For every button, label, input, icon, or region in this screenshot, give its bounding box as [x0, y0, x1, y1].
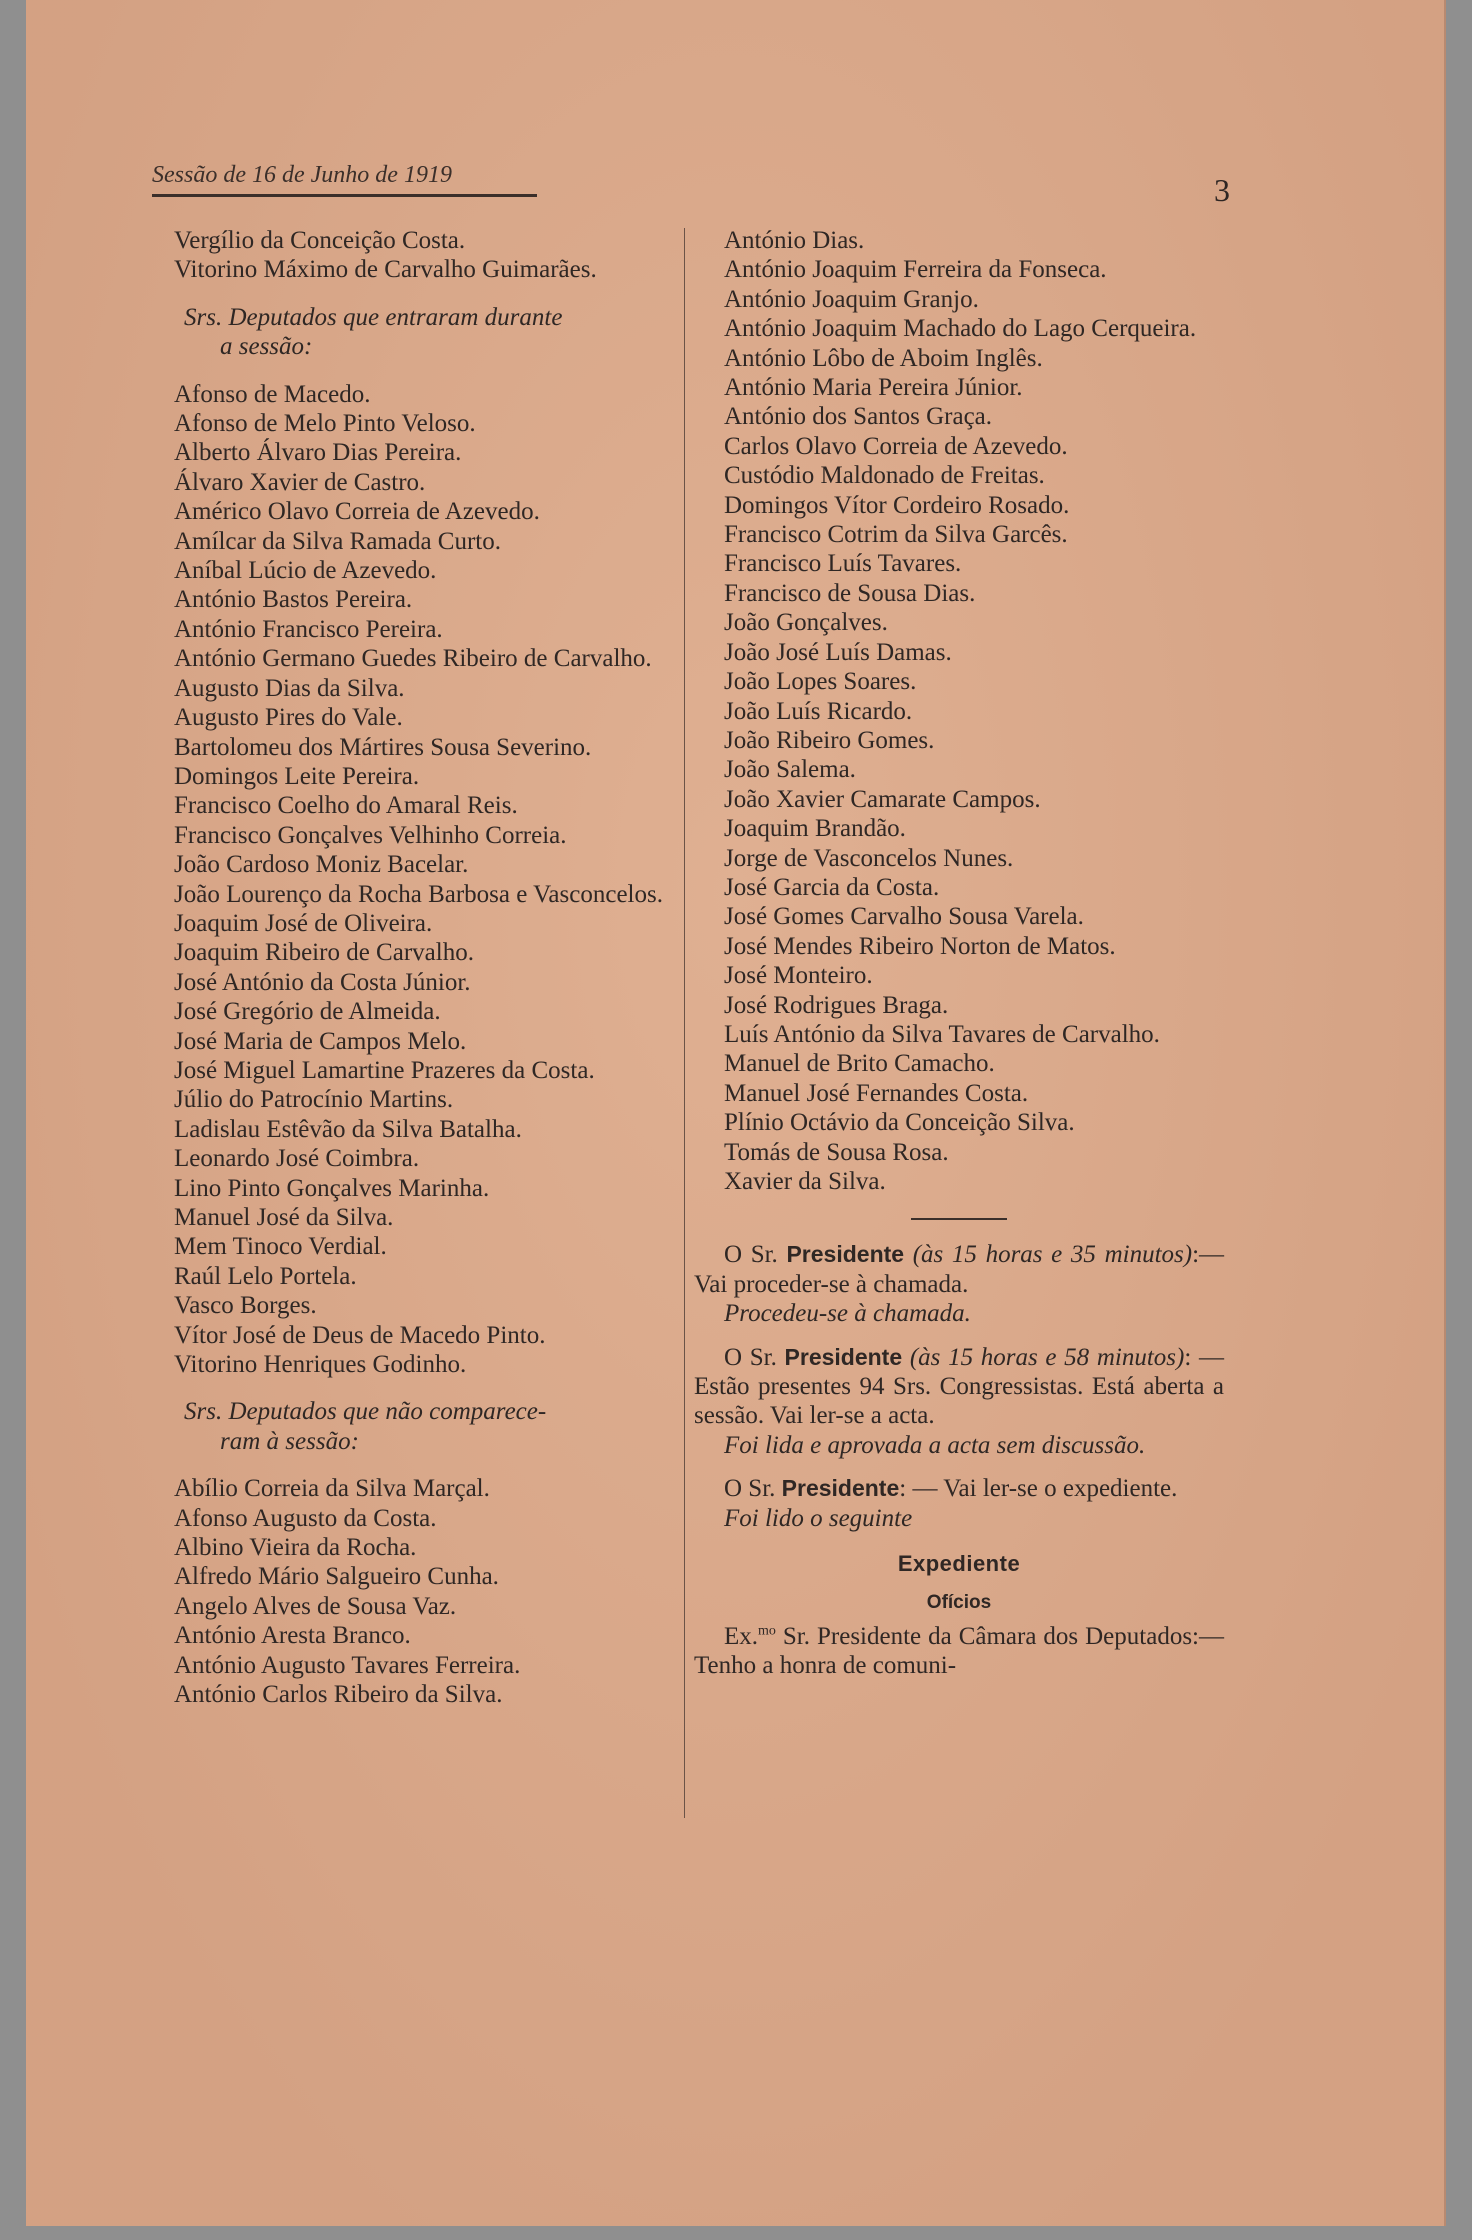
procedure-note: Foi lido o seguinte	[724, 1504, 913, 1532]
present-list-tail	[144, 226, 670, 285]
name-entry: António Aresta Branco.	[174, 1622, 411, 1650]
name-entry: Manuel José Fernandes Costa.	[724, 1079, 1029, 1107]
running-title: Sessão de 16 de Junho de 1919	[152, 162, 452, 188]
name-entry: Tomás de Sousa Rosa.	[724, 1138, 949, 1166]
absent-list-cont	[694, 226, 1224, 1196]
name-entry: Francisco Coelho do Amaral Reis.	[174, 792, 518, 820]
section-title: Expediente	[897, 1551, 1021, 1577]
name-entry: José Rodrigues Braga.	[724, 991, 949, 1019]
name-entry: António Germano Guedes Ribeiro de Carvalho.	[174, 645, 652, 673]
name-entry: António Lôbo de Aboim Inglês.	[724, 344, 1043, 372]
name-entry: Afonso de Macedo.	[174, 380, 371, 408]
letter-opening	[694, 1622, 1224, 1681]
name-entry: Augusto Dias da Silva.	[174, 674, 405, 702]
name-entry: Luís António da Silva Tavares de Carvalho.	[724, 1020, 1160, 1048]
subhead-line: Srs. Deputados que entraram durante	[184, 303, 563, 331]
name-entry: Ladislau Estêvão da Silva Batalha.	[174, 1115, 522, 1143]
name-entry: Vítor José de Deus de Macedo Pinto.	[174, 1321, 546, 1349]
name-entry: José Monteiro.	[724, 962, 873, 990]
name-entry: Francisco Gonçalves Velhinho Correia.	[174, 821, 567, 849]
name-entry: António Augusto Tavares Ferreira.	[174, 1651, 521, 1679]
name-entry: Jorge de Vasconcelos Nunes.	[724, 844, 1014, 872]
name-entry: António Joaquim Granjo.	[724, 285, 979, 313]
subhead-line: ram à sessão:	[220, 1427, 359, 1455]
letter-text: Sr. Presidente da Câmara dos Deputados:— Tenho a honra de comuni-	[694, 1622, 1224, 1680]
subhead-line: a sessão:	[220, 333, 313, 361]
name-entry: Xavier da Silva.	[724, 1168, 886, 1195]
subsection-title: Ofícios	[926, 1592, 992, 1614]
left-column	[144, 226, 670, 1710]
speech-text: :—Vai proceder-se à chamada.	[694, 1241, 1225, 1298]
name-entry: Francisco Cotrim da Silva Garcês.	[724, 521, 1068, 549]
name-entry: João Luís Ricardo.	[724, 697, 913, 725]
name-entry: Joaquim Ribeiro de Carvalho.	[174, 939, 474, 967]
name-entry: Vergílio da Conceição Costa.	[174, 227, 466, 254]
paragraph-chamada	[694, 1240, 1224, 1328]
name-entry: António Bastos Pereira.	[174, 586, 413, 614]
name-entry: Leonardo José Coimbra.	[174, 1145, 420, 1173]
name-entry: António Maria Pereira Júnior.	[724, 374, 1023, 402]
speaker-name: Presidente	[781, 1475, 900, 1502]
name-entry: Júlio do Patrocínio Martins.	[174, 1086, 454, 1114]
header-rule	[152, 194, 537, 197]
name-entry: Vitorino Máximo de Carvalho Guimarães.	[174, 256, 597, 284]
name-entry: Alberto Álvaro Dias Pereira.	[174, 439, 462, 467]
name-entry: Domingos Vítor Cordeiro Rosado.	[724, 491, 1070, 519]
name-entry: Afonso Augusto da Costa.	[174, 1504, 437, 1532]
name-entry: Aníbal Lúcio de Azevedo.	[174, 557, 437, 585]
name-entry: António dos Santos Graça.	[724, 403, 993, 431]
name-entry: António Carlos Ribeiro da Silva.	[174, 1681, 503, 1709]
speaker-name: Presidente	[784, 1343, 903, 1370]
entered-list	[144, 380, 670, 1380]
name-entry: Albino Vieira da Rocha.	[174, 1534, 417, 1562]
name-entry: José Gomes Carvalho Sousa Varela.	[724, 903, 1084, 931]
name-entry: Manuel José da Silva.	[174, 1204, 394, 1231]
name-entry: Afonso de Melo Pinto Veloso.	[174, 410, 476, 438]
name-entry: Vasco Borges.	[174, 1292, 317, 1320]
page-number: 3	[1214, 172, 1230, 208]
para-lead: O Sr.	[724, 1241, 778, 1269]
procedure-note: Foi lida e aprovada a acta sem discussão.	[724, 1431, 1146, 1459]
procedure-note: Procedeu-se à chamada.	[724, 1300, 971, 1328]
name-entry: António Francisco Pereira.	[174, 615, 443, 643]
name-entry: Lino Pinto Gonçalves Marinha.	[174, 1174, 490, 1202]
name-entry: Joaquim José de Oliveira.	[174, 909, 433, 937]
name-entry: Joaquim Brandão.	[724, 815, 906, 843]
name-entry: Amílcar da Silva Ramada Curto.	[174, 527, 502, 555]
name-entry: Américo Olavo Correia de Azevedo.	[174, 498, 540, 526]
name-entry: António Dias.	[724, 227, 865, 254]
paragraph-expediente	[694, 1474, 1224, 1533]
name-entry: António Joaquim Ferreira da Fonseca.	[724, 256, 1107, 284]
name-entry: João Ribeiro Gomes.	[724, 726, 935, 754]
speech-text: : — Estão presentes 94 Srs. Congressistas. Está aberta a sessão. Vai ler-se a acta.	[694, 1343, 1225, 1430]
paragraph-opening	[694, 1343, 1224, 1461]
subhead-line: Srs. Deputados que não comparece-	[184, 1398, 547, 1426]
name-entry: Francisco Luís Tavares.	[724, 550, 962, 578]
name-entry: José Maria de Campos Melo.	[174, 1027, 467, 1055]
name-entry: José Garcia da Costa.	[724, 873, 940, 901]
name-entry: Alfredo Mário Salgueiro Cunha.	[174, 1563, 499, 1591]
absent-list	[144, 1474, 670, 1709]
name-entry: Vitorino Henriques Godinho.	[174, 1351, 467, 1379]
name-entry: Francisco de Sousa Dias.	[724, 579, 976, 607]
name-entry: João Xavier Camarate Campos.	[724, 785, 1041, 813]
subhead-absent	[144, 1397, 670, 1456]
name-entry: Álvaro Xavier de Castro.	[174, 468, 426, 496]
section-rule	[911, 1218, 1007, 1220]
name-entry: Augusto Pires do Vale.	[174, 704, 403, 732]
para-lead: O Sr.	[724, 1343, 777, 1371]
name-entry: Raúl Lelo Portela.	[174, 1262, 357, 1290]
name-entry: João Salema.	[724, 756, 856, 784]
salutation: Ex.	[724, 1622, 759, 1650]
right-column	[694, 226, 1224, 1695]
name-entry: José Miguel Lamartine Prazeres da Costa.	[174, 1056, 595, 1084]
name-entry: João Gonçalves.	[724, 609, 888, 637]
column-divider	[684, 228, 685, 1818]
para-lead: O Sr.	[724, 1475, 776, 1503]
name-entry: Plínio Octávio da Conceição Silva.	[724, 1109, 1075, 1137]
name-entry: Domingos Leite Pereira.	[174, 762, 420, 790]
name-entry: João Lopes Soares.	[724, 668, 917, 696]
name-entry: Angelo Alves de Sousa Vaz.	[174, 1592, 457, 1620]
name-entry: Bartolomeu dos Mártires Sousa Severino.	[174, 733, 592, 761]
name-entry: Mem Tinoco Verdial.	[174, 1233, 387, 1261]
name-entry: José Gregório de Almeida.	[174, 998, 441, 1026]
name-entry: António Joaquim Machado do Lago Cerqueira.	[724, 315, 1197, 343]
salutation-superscript: mo	[758, 1623, 776, 1639]
name-entry: José António da Costa Júnior.	[174, 968, 471, 996]
time-note: (às 15 horas e 35 minutos)	[912, 1241, 1193, 1269]
name-entry: Abílio Correia da Silva Marçal.	[174, 1475, 490, 1503]
name-entry: João José Luís Damas.	[724, 638, 952, 666]
page-header	[140, 154, 1230, 214]
name-entry: Carlos Olavo Correia de Azevedo.	[724, 432, 1068, 460]
speech-text: : — Vai ler-se o expediente.	[899, 1475, 1178, 1503]
time-note: (às 15 horas e 58 minutos)	[909, 1343, 1185, 1371]
name-entry: José Mendes Ribeiro Norton de Matos.	[724, 932, 1116, 960]
name-entry: João Lourenço da Rocha Barbosa e Vasconcelos.	[174, 880, 663, 908]
name-entry: João Cardoso Moniz Bacelar.	[174, 851, 469, 879]
name-entry: Manuel de Brito Camacho.	[724, 1050, 995, 1078]
speaker-name: Presidente	[786, 1241, 905, 1268]
subhead-entered	[144, 303, 670, 362]
name-entry: Custódio Maldonado de Freitas.	[724, 462, 1045, 490]
